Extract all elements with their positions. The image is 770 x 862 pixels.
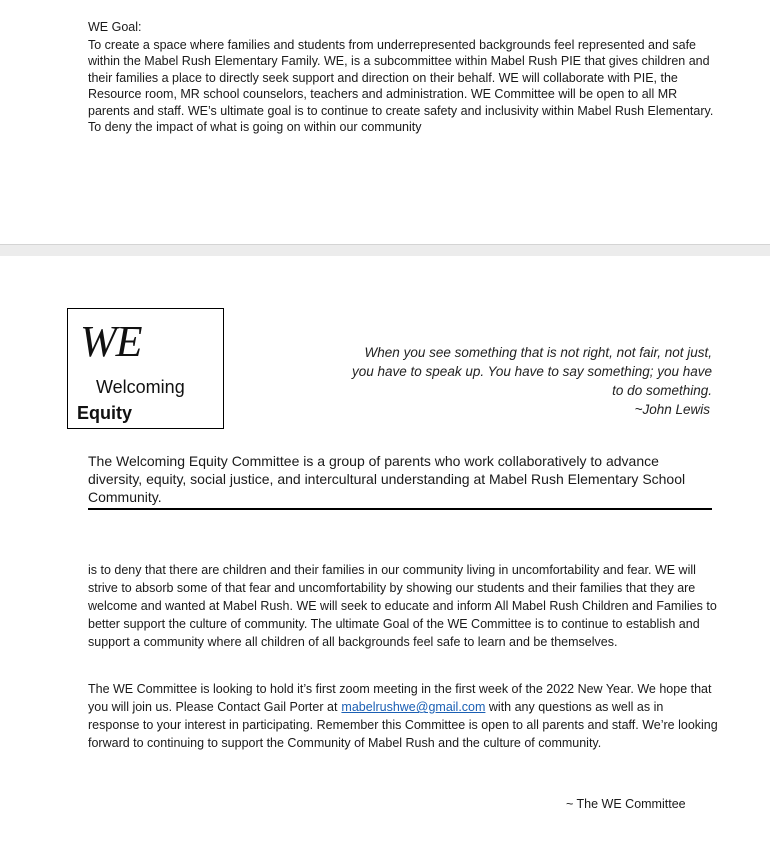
goal-paragraph: To create a space where families and students from underrepresented backgrounds feel represented and safe within the Mabel Rush Elementary Family. WE, is a subcommittee within Mabel Rush PIE that gives children and their families a place to directly seek support and direction on their behalf. WE will collaborate with PIE, the Resource room, MR school counselors, teachers and administration. WE Committee will be open to all MR parents and staff. WE’s ultimate goal is to continue to create safety and inclusivity within Mabel Rush Elementary. To deny the impact of what is going on within our community	[88, 38, 714, 135]
announcement-text-before-email: The WE Committee is looking to hold it’s first zoom meeting in the first week of the 2022 New Year. We hope that you will join us. Please Contact Gail Porter at	[88, 682, 712, 715]
document-page-2	[0, 256, 770, 862]
contact-email-link[interactable]: mabelrushwe@gmail.com	[341, 700, 486, 715]
meeting-announcement-paragraph	[88, 680, 718, 752]
signature: ~ The WE Committee	[566, 797, 686, 811]
we-logo	[67, 308, 224, 429]
goal-heading: WE Goal:	[88, 20, 142, 34]
mission-statement: The Welcoming Equity Committee is a group of parents who work collaboratively to advance diversity, equity, social justice, and intercultural understanding at Mabel Rush Elementary School Community.	[88, 452, 712, 510]
john-lewis-quote: When you see something that is not right, not fair, not just, you have to speak up. You have to say something; you have to do something.	[352, 345, 712, 398]
announcement-text-after-email: with any questions as well as in response to your interest in participating. Remember this Committee is open to all parents and staff. We’re looking forward to continuing to support the Community of Mabel Rush and the culture of community.	[88, 700, 718, 751]
document-page-1	[0, 0, 770, 244]
goal-continuation-paragraph: is to deny that there are children and their families in our community living in uncomfortability and fear. WE will strive to absorb some of that fear and uncomfortability by showing our students and their families that they are welcome and wanted at Mabel Rush. WE will seek to educate and inform All Mabel Rush Children and Families to better support the culture of community. The ultimate Goal of the WE Committee is to continue to establish and support a community where all children of all backgrounds feel safe to learn and be themselves.	[88, 563, 717, 650]
quote-author: ~John Lewis	[634, 402, 710, 417]
logo-mark: WE	[80, 317, 142, 366]
logo-welcoming-text: Welcoming	[96, 377, 185, 397]
logo-equity-text: Equity	[77, 403, 133, 423]
